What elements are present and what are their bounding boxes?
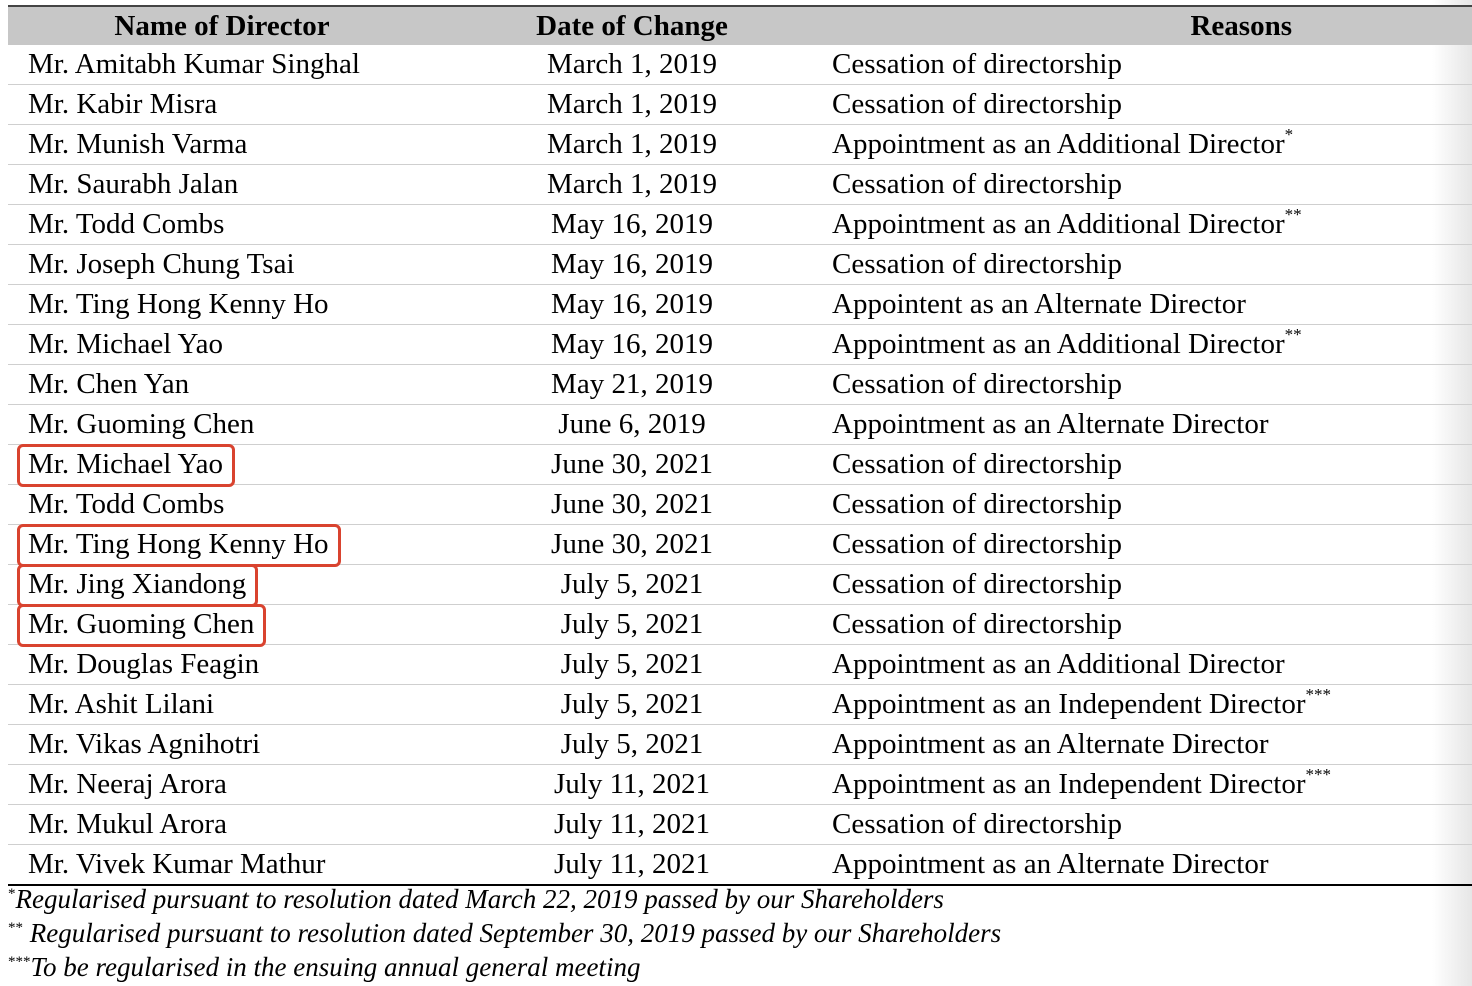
reason-text: Appointment as an Additional Director (832, 328, 1285, 360)
reason-text: Appointment as an Independent Director (832, 688, 1306, 720)
director-name: Mr. Munish Varma (28, 128, 248, 160)
reason-cell (828, 645, 1472, 685)
director-name: Mr. Vikas Agnihotri (28, 728, 261, 760)
reason-cell (828, 605, 1472, 645)
director-name: Mr. Joseph Chung Tsai (28, 248, 295, 280)
reason-text: Cessation of directorship (832, 608, 1122, 640)
director-name-cell (8, 245, 436, 285)
table-row (8, 85, 1472, 125)
director-name-cell (8, 325, 436, 365)
date-of-change: June 30, 2021 (436, 485, 828, 525)
footnote-marker: ** (1284, 205, 1302, 225)
reason-text: Cessation of directorship (832, 248, 1122, 280)
table-row (8, 645, 1472, 685)
table-body (8, 45, 1472, 885)
director-name-cell (8, 725, 436, 765)
director-name-cell (8, 125, 436, 165)
director-name-cell (8, 645, 436, 685)
footnote-text: To be regularised in the ensuing annual general meeting (30, 952, 641, 982)
reason-text: Cessation of directorship (832, 88, 1122, 120)
date-of-change: July 5, 2021 (436, 725, 828, 765)
highlighted-director-name: Mr. Guoming Chen (28, 608, 255, 640)
highlighted-director-name: Mr. Michael Yao (28, 448, 223, 480)
reason-text: Cessation of directorship (832, 168, 1122, 200)
director-name: Mr. Todd Combs (28, 488, 225, 520)
table-row (8, 45, 1472, 85)
table-row (8, 325, 1472, 365)
director-name: Mr. Saurabh Jalan (28, 168, 239, 200)
director-name: Mr. Kabir Misra (28, 88, 218, 120)
director-name-cell (8, 805, 436, 845)
director-name-cell (8, 485, 436, 525)
reason-cell (828, 445, 1472, 485)
reason-text: Cessation of directorship (832, 568, 1122, 600)
director-name: Mr. Ashit Lilani (28, 688, 215, 720)
reason-cell (828, 565, 1472, 605)
director-name-cell (8, 445, 436, 485)
date-of-change: July 5, 2021 (436, 685, 828, 725)
director-name: Mr. Todd Combs (28, 208, 225, 240)
table-row (8, 245, 1472, 285)
date-of-change: May 21, 2019 (436, 365, 828, 405)
director-name-cell (8, 85, 436, 125)
table-row (8, 365, 1472, 405)
header-name-of-director: Name of Director (114, 9, 330, 42)
footnote-marker: *** (1305, 765, 1332, 785)
reason-cell (828, 365, 1472, 405)
reason-cell (828, 85, 1472, 125)
date-of-change: July 11, 2021 (436, 765, 828, 805)
footnote (8, 882, 1001, 916)
director-name: Mr. Neeraj Arora (28, 768, 227, 800)
table-row (8, 765, 1472, 805)
footnote-marker: *** (1305, 685, 1332, 705)
reason-text: Cessation of directorship (832, 448, 1122, 480)
header-row (8, 6, 1472, 45)
director-name-cell (8, 765, 436, 805)
date-of-change: May 16, 2019 (436, 205, 828, 245)
director-name-cell (8, 405, 436, 445)
footnote (8, 950, 1001, 984)
reason-cell (828, 845, 1472, 886)
header-date-of-change: Date of Change (536, 9, 728, 42)
reason-cell (828, 125, 1472, 165)
director-name: Mr. Mukul Arora (28, 808, 227, 840)
reason-cell (828, 45, 1472, 85)
director-name-cell (8, 45, 436, 85)
date-of-change: March 1, 2019 (436, 125, 828, 165)
table-row (8, 405, 1472, 445)
highlighted-director-name: Mr. Ting Hong Kenny Ho (28, 528, 329, 560)
date-of-change: June 30, 2021 (436, 445, 828, 485)
table-row (8, 805, 1472, 845)
table-row (8, 565, 1472, 605)
table-row (8, 205, 1472, 245)
table-row (8, 285, 1472, 325)
date-of-change: March 1, 2019 (436, 165, 828, 205)
table-row (8, 165, 1472, 205)
table-row (8, 445, 1472, 485)
header-reasons: Reasons (1190, 9, 1292, 42)
director-name-cell (8, 605, 436, 645)
date-of-change: June 6, 2019 (436, 405, 828, 445)
reason-cell (828, 325, 1472, 365)
reason-text: Appointment as an Independent Director (832, 768, 1306, 800)
reason-text: Cessation of directorship (832, 368, 1122, 400)
table-row (8, 845, 1472, 886)
table-row (8, 525, 1472, 565)
table-row (8, 485, 1472, 525)
table-row (8, 125, 1472, 165)
date-of-change: March 1, 2019 (436, 45, 828, 85)
reason-text: Cessation of directorship (832, 488, 1122, 520)
reason-text: Appointment as an Alternate Director (832, 848, 1269, 880)
date-of-change: July 5, 2021 (436, 645, 828, 685)
footnote-text: Regularised pursuant to resolution dated March 22, 2019 passed by our Shareholders (15, 884, 944, 914)
footnote-symbol: * (8, 886, 16, 902)
director-name-cell (8, 285, 436, 325)
reason-text: Cessation of directorship (832, 48, 1122, 80)
director-name: Mr. Michael Yao (28, 328, 223, 360)
footnotes (8, 882, 1001, 984)
reason-cell (828, 285, 1472, 325)
director-name: Mr. Chen Yan (28, 368, 190, 400)
highlighted-director-name: Mr. Jing Xiandong (28, 568, 247, 600)
director-name: Mr. Amitabh Kumar Singhal (28, 48, 360, 80)
reason-text: Appointment as an Alternate Director (832, 728, 1269, 760)
reason-text: Appointment as an Alternate Director (832, 408, 1269, 440)
date-of-change: May 16, 2019 (436, 325, 828, 365)
director-name-cell (8, 565, 436, 605)
director-name-cell (8, 685, 436, 725)
table-header (8, 6, 1472, 45)
reason-text: Appointment as an Additional Director (832, 128, 1285, 160)
director-name: Mr. Guoming Chen (28, 408, 255, 440)
footnote-symbol: ** (8, 920, 23, 936)
director-name-cell (8, 365, 436, 405)
director-changes-table (8, 5, 1472, 886)
date-of-change: May 16, 2019 (436, 285, 828, 325)
reason-cell (828, 685, 1472, 725)
date-of-change: March 1, 2019 (436, 85, 828, 125)
reason-text: Cessation of directorship (832, 528, 1122, 560)
date-of-change: July 11, 2021 (436, 845, 828, 886)
director-name: Mr. Ting Hong Kenny Ho (28, 288, 329, 320)
footnote-text: Regularised pursuant to resolution dated September 30, 2019 passed by our Shareholders (23, 918, 1002, 948)
reason-cell (828, 485, 1472, 525)
reason-cell (828, 405, 1472, 445)
footnote-symbol: *** (8, 954, 31, 970)
table-row (8, 685, 1472, 725)
director-name-cell (8, 845, 436, 886)
director-name-cell (8, 205, 436, 245)
date-of-change: July 5, 2021 (436, 605, 828, 645)
director-name: Mr. Douglas Feagin (28, 648, 260, 680)
director-name-cell (8, 165, 436, 205)
date-of-change: July 5, 2021 (436, 565, 828, 605)
footnote-marker: ** (1284, 325, 1302, 345)
director-name-cell (8, 525, 436, 565)
reason-cell (828, 245, 1472, 285)
reason-cell (828, 805, 1472, 845)
reason-text: Appointment as an Additional Director (832, 208, 1285, 240)
director-name: Mr. Vivek Kumar Mathur (28, 848, 326, 880)
table-row (8, 605, 1472, 645)
reason-cell (828, 525, 1472, 565)
footnote-marker: * (1284, 125, 1294, 145)
reason-cell (828, 725, 1472, 765)
reason-cell (828, 165, 1472, 205)
date-of-change: May 16, 2019 (436, 245, 828, 285)
reason-text: Appointent as an Alternate Director (832, 288, 1246, 320)
table-row (8, 725, 1472, 765)
reason-text: Appointment as an Additional Director (832, 648, 1285, 680)
footnote (8, 916, 1001, 950)
reason-text: Cessation of directorship (832, 808, 1122, 840)
date-of-change: June 30, 2021 (436, 525, 828, 565)
reason-cell (828, 205, 1472, 245)
date-of-change: July 11, 2021 (436, 805, 828, 845)
reason-cell (828, 765, 1472, 805)
